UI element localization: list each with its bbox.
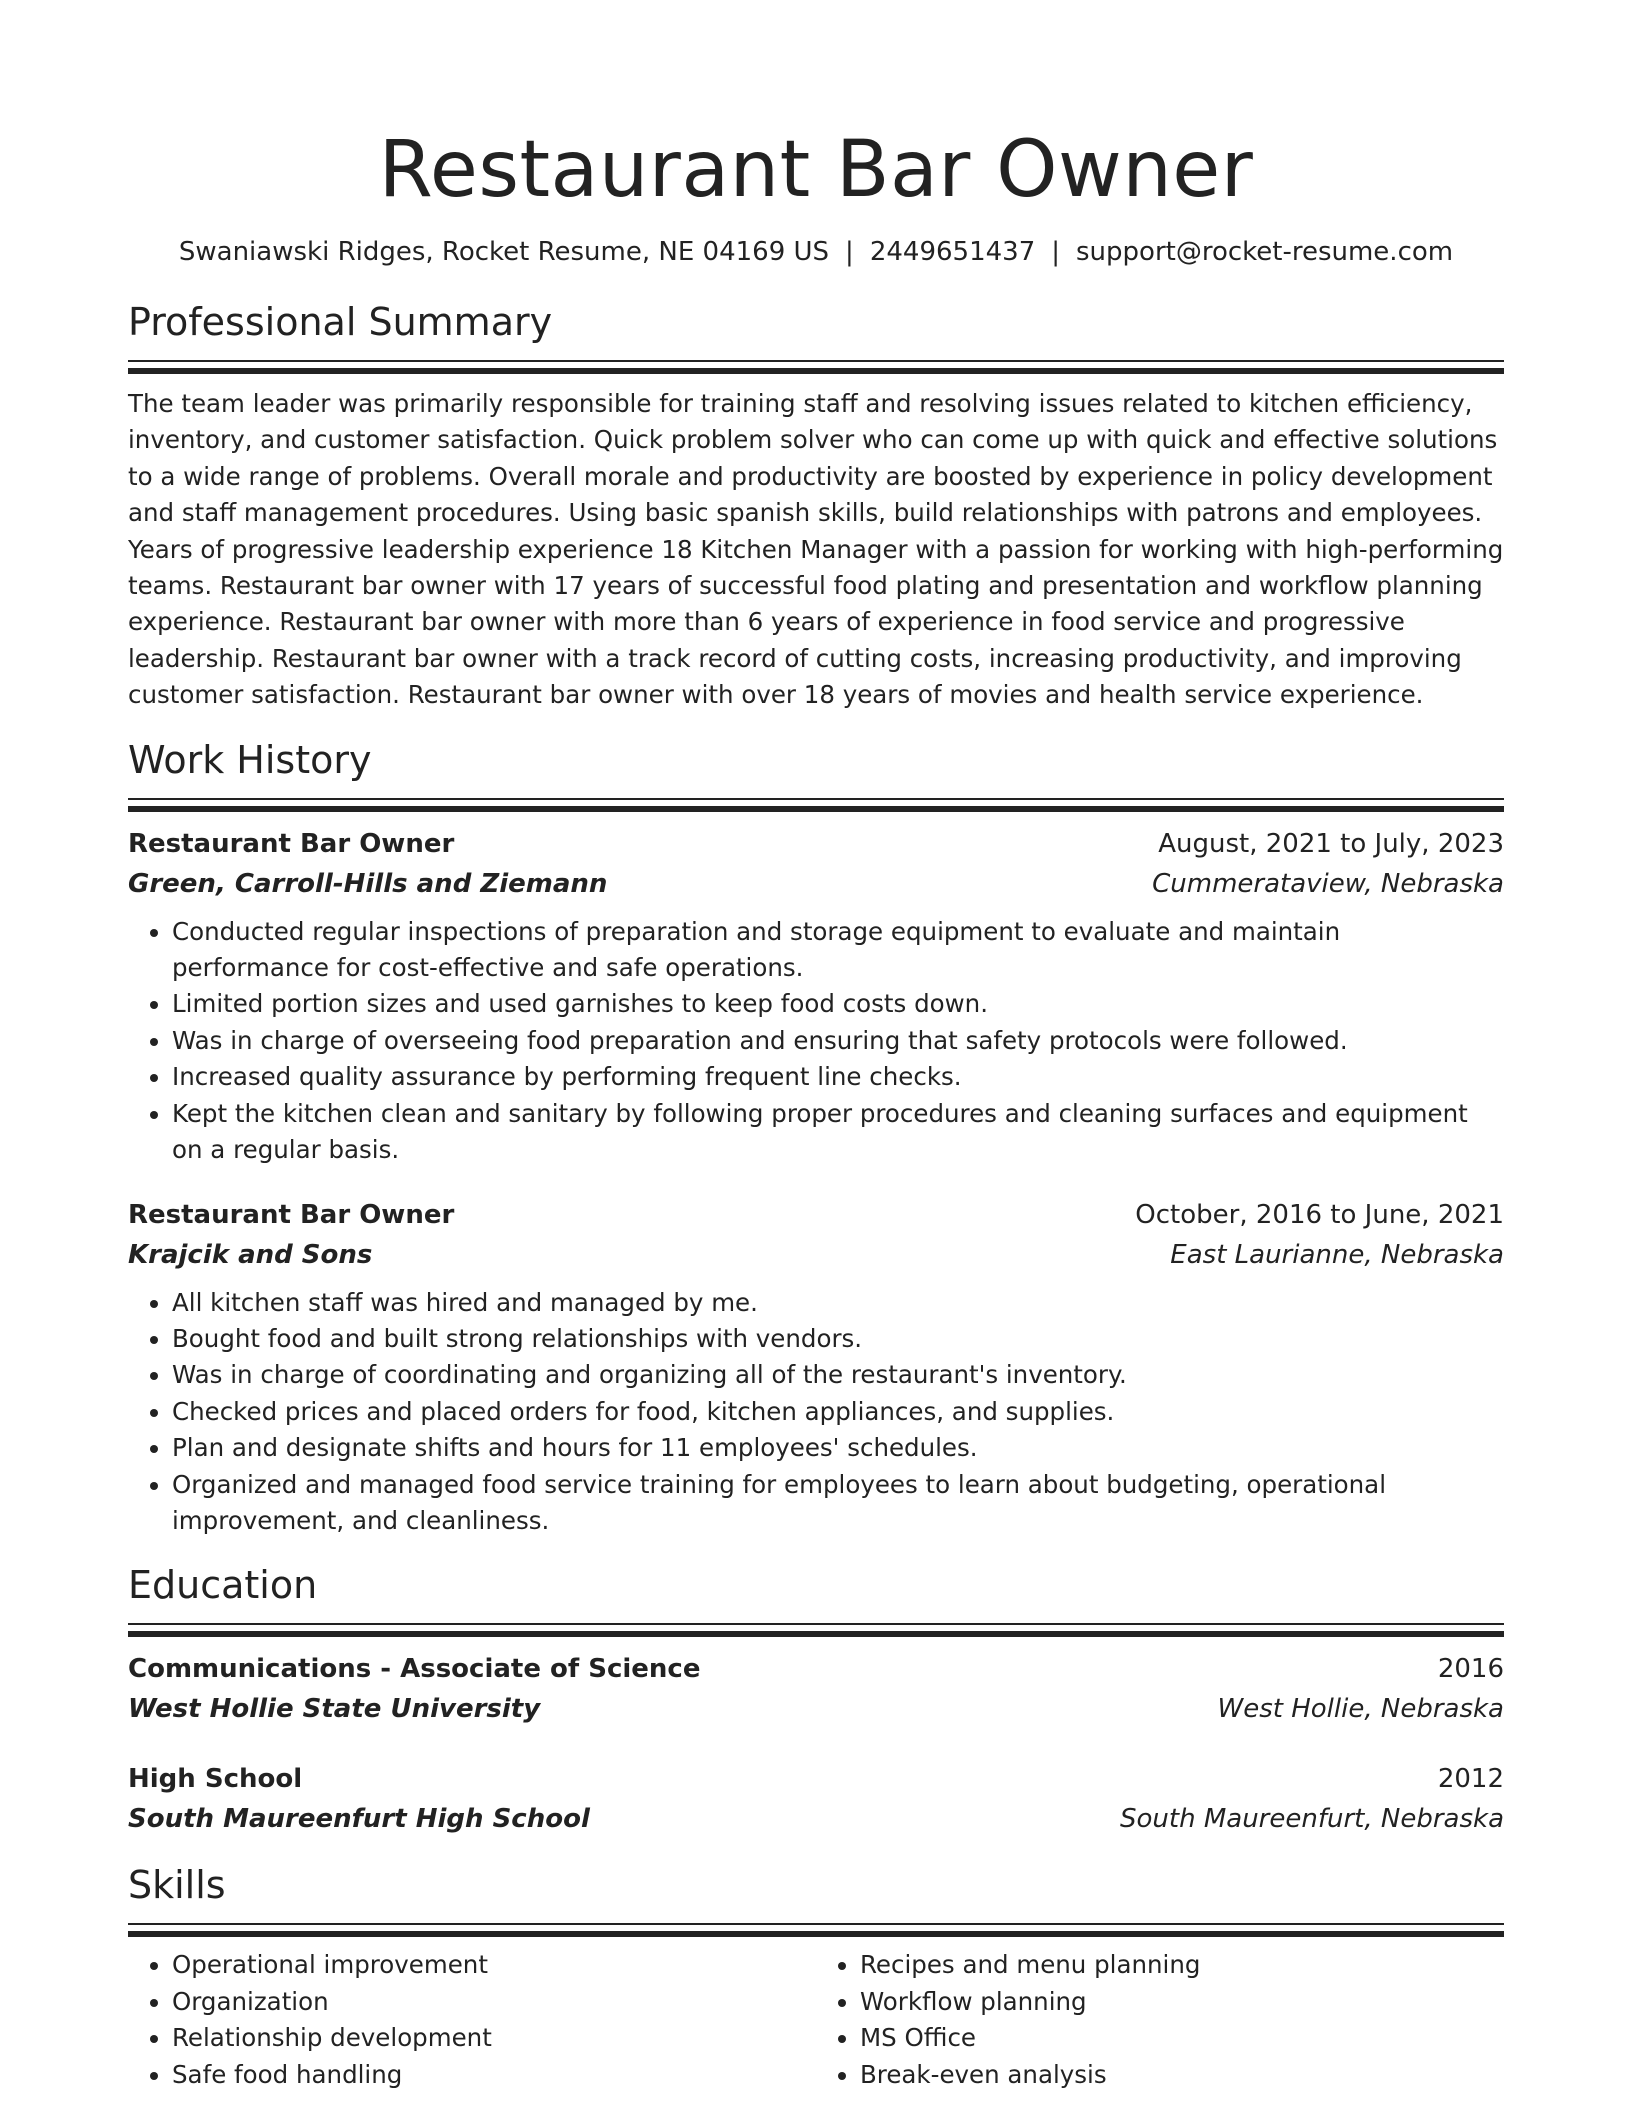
- section-divider: [128, 1623, 1504, 1637]
- job-company: Krajcik and Sons: [128, 1239, 373, 1270]
- job-location: East Laurianne, Nebraska: [1170, 1239, 1504, 1270]
- skill-item: • MS Office: [860, 2020, 1504, 2056]
- education-school: South Maureenfurt High School: [128, 1804, 590, 1835]
- education-location: West Hollie, Nebraska: [1217, 1694, 1504, 1725]
- contact-separator: |: [845, 237, 854, 267]
- education-entry: [128, 1649, 1504, 1729]
- skill-item: • Relationship development: [172, 2020, 816, 2056]
- contact-separator: |: [1051, 237, 1060, 267]
- education-degree: Communications - Associate of Science: [128, 1654, 701, 1685]
- list-item: • Bought food and built strong relationships with vendors.: [172, 1321, 1504, 1357]
- skill-item: • Workflow planning: [860, 1984, 1504, 2020]
- skill-item: • Operational improvement: [172, 1947, 816, 1983]
- education-school: West Hollie State University: [128, 1694, 541, 1725]
- job-company: Green, Carroll-Hills and Ziemann: [128, 868, 608, 899]
- skill-item: • Organization: [172, 1984, 816, 2020]
- education-year: 2016: [1437, 1654, 1504, 1685]
- contact-phone: 2449651437: [869, 237, 1036, 267]
- list-item: • Limited portion sizes and used garnishes to keep food costs down.: [172, 986, 1504, 1022]
- list-item: • Kept the kitchen clean and sanitary by following proper procedures and cleaning surfaces and equipment on a regular basis.: [172, 1096, 1504, 1169]
- education-header: [128, 1759, 1504, 1799]
- section-title-summary: Professional Summary: [128, 300, 553, 344]
- job-subheader: [128, 1235, 1504, 1275]
- education-subheader: [128, 1799, 1504, 1839]
- section-title-education: Education: [128, 1563, 318, 1608]
- summary-section: [128, 298, 1504, 714]
- resume-page: [128, 0, 1504, 2093]
- work-section: [128, 736, 1504, 1540]
- list-item: • Conducted regular inspections of preparation and storage equipment to evaluate and maintain performance for cost-effective and safe operations.: [172, 914, 1504, 987]
- section-title-work: Work History: [128, 737, 372, 782]
- list-item: • Plan and designate shifts and hours for 11 employees' schedules.: [172, 1430, 1504, 1466]
- education-year: 2012: [1437, 1764, 1504, 1795]
- list-item: • Checked prices and placed orders for food, kitchen appliances, and supplies.: [172, 1394, 1504, 1430]
- job-entry: [128, 824, 1504, 1169]
- list-item: • Was in charge of coordinating and organizing all of the restaurant's inventory.: [172, 1357, 1504, 1393]
- skill-item: • Break-even analysis: [860, 2057, 1504, 2093]
- job-subheader: [128, 864, 1504, 904]
- education-entry: [128, 1759, 1504, 1839]
- skill-item: • Recipes and menu planning: [860, 1947, 1504, 1983]
- skills-section: [128, 1861, 1504, 2093]
- skill-item: • Safe food handling: [172, 2057, 816, 2093]
- skills-list-left: [128, 1947, 816, 2093]
- list-item: • All kitchen staff was hired and managed by me.: [172, 1285, 1504, 1321]
- job-bullets: [128, 1285, 1504, 1540]
- section-divider: [128, 360, 1504, 374]
- education-section: [128, 1561, 1504, 1839]
- education-header: [128, 1649, 1504, 1689]
- contact-address: Swaniawski Ridges, Rocket Resume, NE 04169 US: [178, 237, 830, 267]
- summary-text: The team leader was primarily responsible for training staff and resolving issues related to kitchen efficiency, inventory, and customer satisfaction. Quick problem solver who can come up with quick and effective solutions to a wide range of problems. Overall morale and productivity are boosted by experience in policy development and staff management procedures. Using basic spanish skills, build relationships with patrons and employees. Years of progressive leadership experience 18 Kitchen Manager with a passion for working with high-performing teams. Restaurant bar owner with 17 years of successful food plating and presentation and workflow planning experience. Restaurant bar owner with more than 6 years of experience in food service and progressive leadership. Restaurant bar owner with a track record of cutting costs, increasing productivity, and improving customer satisfaction. Restaurant bar owner with over 18 years of movies and health service experience.: [128, 389, 1504, 710]
- education-subheader: [128, 1689, 1504, 1729]
- contact-email: support@rocket-resume.com: [1076, 237, 1454, 267]
- skills-columns: [128, 1947, 1504, 2093]
- resume-name: Restaurant Bar Owner: [378, 125, 1254, 215]
- job-entry: [128, 1195, 1504, 1540]
- job-title: Restaurant Bar Owner: [128, 828, 455, 859]
- job-bullets: [128, 914, 1504, 1169]
- education-degree: High School: [128, 1764, 303, 1795]
- section-divider: [128, 1923, 1504, 1937]
- job-header: [128, 1195, 1504, 1235]
- contact-line: [128, 234, 1504, 270]
- section-divider: [128, 798, 1504, 812]
- section-title-skills: Skills: [128, 1863, 226, 1908]
- education-location: South Maureenfurt, Nebraska: [1120, 1804, 1504, 1835]
- list-item: • Organized and managed food service training for employees to learn about budgeting, operational improvement, and cleanliness.: [172, 1467, 1504, 1540]
- job-header: [128, 824, 1504, 864]
- list-item: • Increased quality assurance by performing frequent line checks.: [172, 1059, 1504, 1095]
- job-title: Restaurant Bar Owner: [128, 1199, 455, 1230]
- job-location: Cummerataview, Nebraska: [1152, 868, 1504, 899]
- list-item: • Was in charge of overseeing food preparation and ensuring that safety protocols were followed.: [172, 1023, 1504, 1059]
- skills-list-right: [816, 1947, 1504, 2093]
- job-dates: October, 2016 to June, 2021: [1135, 1199, 1504, 1230]
- job-dates: August, 2021 to July, 2023: [1158, 828, 1504, 859]
